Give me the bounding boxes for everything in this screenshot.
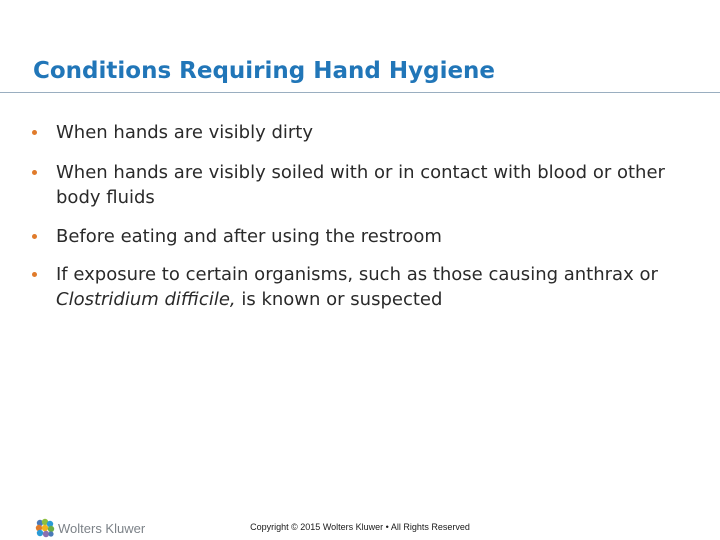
bullet-item-dirty-hands — [32, 120, 692, 145]
bullet-item-organism-exposure — [32, 262, 692, 312]
bullet-item-soiled-hands — [32, 160, 692, 210]
slide-title: Conditions Requiring Hand Hygiene — [33, 58, 496, 84]
logo-text: Wolters Kluwer — [58, 520, 146, 536]
bullet-text-before: If exposure to certain organisms, such as those causing anthrax or — [56, 264, 658, 285]
bullet-text: When hands are visibly dirty — [56, 122, 313, 143]
bullet-dot-icon — [32, 272, 37, 277]
bullet-text: Before eating and after using the restroom — [56, 226, 442, 247]
bullet-dot-icon — [32, 170, 37, 175]
organism-name-italic: Clostridium difficile, — [56, 289, 236, 310]
bullet-dot-icon — [32, 130, 37, 135]
bullet-dot-icon — [32, 234, 37, 239]
bullet-text: When hands are visibly soiled with or in contact with blood or other body fluids — [56, 162, 665, 208]
title-divider — [0, 92, 720, 93]
copyright-notice: Copyright © 2015 Wolters Kluwer • All Rights Reserved — [250, 522, 470, 532]
bullet-item-eating-restroom — [32, 224, 692, 249]
bullet-text — [56, 262, 692, 312]
bullet-text-after: is known or suspected — [235, 289, 443, 310]
